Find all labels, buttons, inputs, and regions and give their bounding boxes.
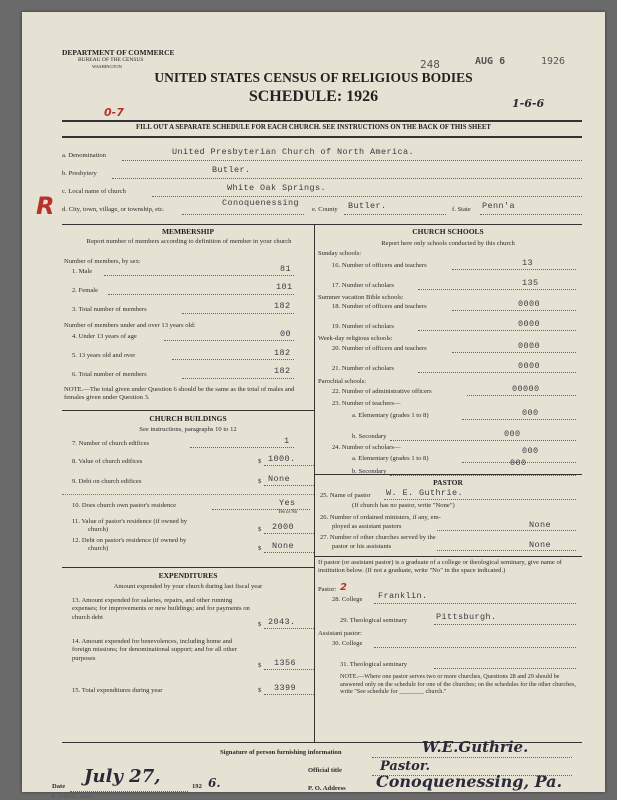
signature-value: W.E.Guthrie. [422, 738, 529, 756]
expenditures-heading: EXPENDITURES [158, 571, 218, 580]
q24b-value: 000 [510, 458, 527, 468]
q23b-value: 000 [504, 429, 521, 439]
stamp-date: AUG 6 [475, 56, 506, 67]
college-value: Franklin. [378, 591, 428, 601]
po-address-label: P. O. Address [308, 785, 346, 792]
q15-value: 3399 [274, 683, 297, 693]
print-code: 8—3725a 11—20444 [52, 794, 91, 799]
instruction-text: FILL OUT A SEPARATE SCHEDULE FOR EACH CHURCH. SEE INSTRUCTIONS ON THE BACK OF THIS SHEET [136, 124, 491, 131]
stamp-year: 1926 [541, 56, 566, 67]
local-name-label: c. Local name of church [62, 188, 126, 195]
q26-value: None [529, 520, 552, 530]
q24-label: 24. Number of scholars— [332, 444, 401, 451]
year-digit: 6. [208, 776, 221, 790]
q27-value: None [529, 540, 552, 550]
over13-value: 182 [274, 348, 291, 358]
q25-label: 25. Name of pastor [320, 492, 371, 499]
stamp-number: 248 [420, 58, 440, 71]
q23a-label: a. Elementary (grades 1 to 8) [352, 412, 429, 419]
q25-note: (If church has no pastor, write "None") [352, 502, 455, 509]
form-title: UNITED STATES CENSUS OF RELIGIOUS BODIES [154, 70, 473, 85]
by-sex-label: Number of members, by sex: [64, 258, 141, 265]
denomination-label: a. Denomination [62, 152, 106, 159]
q8-dollar: $ [258, 458, 262, 465]
signature-label: Signature of person furnishing information [220, 749, 342, 756]
age-head-label: Number of members under and over 13 years old: [64, 322, 196, 329]
city-field-label: d. City, town, village, or township, etc. [62, 206, 165, 213]
q11-dollar: $ [258, 526, 262, 533]
expenditures-subhead: Amount expended by your church during last fiscal year [113, 583, 263, 590]
department-label: DEPARTMENT OF COMMERCE [62, 48, 175, 57]
q9-label: 9. Debt on church edifices [72, 478, 142, 485]
female-value: 101 [276, 282, 293, 292]
q23-label: 23. Number of teachers— [332, 400, 401, 407]
q17-value: 135 [522, 278, 539, 288]
q18-label: 18. Number of officers and teachers [332, 303, 427, 310]
q30-label: 30. College [332, 640, 363, 647]
local-name-value: White Oak Springs. [227, 183, 327, 193]
po-address-value: Conoquenessing, Pa. [376, 772, 563, 791]
q17-label: 17. Number of scholars [332, 282, 394, 289]
q12-dollar: $ [258, 545, 262, 552]
q23b-label: b. Secondary [352, 433, 387, 440]
parochial-label: Parochial schools: [318, 378, 367, 385]
city-label: WASHINGTON [92, 64, 122, 69]
pastor-sub-label: Pastor: [318, 586, 337, 593]
male-label: 1. Male [72, 268, 93, 275]
q22-label: 22. Number of administrative officers [332, 388, 432, 395]
q11-value: 2000 [272, 522, 295, 532]
q19-label: 19. Number of scholars [332, 323, 394, 330]
red-code: 0-7 [104, 106, 124, 119]
q9-dollar: $ [258, 478, 262, 485]
q7-value: 1 [284, 436, 290, 446]
q22-value: 00000 [512, 384, 540, 394]
q11-label: 11. Value of pastor's residence (if owned by [72, 518, 188, 525]
graduate-note: If pastor (or assistant pastor) is a graduate of a college or theological seminary, give name of institution below. (If not a graduate, write "No" in the space indicated.) [318, 559, 563, 575]
schedule-title: SCHEDULE: 1926 [248, 88, 379, 105]
total-members-value: 182 [274, 301, 291, 311]
q13-dollar: $ [258, 621, 262, 628]
hand-note: 1-6-6 [512, 97, 545, 110]
q13-value: 2043. [268, 617, 296, 627]
total-members-label: 3. Total number of members [72, 306, 147, 313]
male-value: 81 [280, 264, 292, 274]
q10-label: 10. Does church own pastor's residence [72, 502, 177, 509]
q14-value: 1356 [274, 658, 297, 668]
q28-label: 28. College [332, 596, 363, 603]
q21-value: 0000 [518, 361, 541, 371]
date-value: July 27, [84, 766, 161, 787]
yes-no-hint: Yes or No [278, 510, 298, 515]
total-age-value: 182 [274, 366, 291, 376]
q19-value: 0000 [518, 319, 541, 329]
date-label: Date [52, 783, 66, 790]
q18-value: 0000 [518, 299, 541, 309]
denomination-value: United Presbyterian Church of North America. [172, 147, 415, 157]
female-label: 2. Female [72, 287, 99, 294]
pastor-heading: PASTOR [433, 478, 463, 487]
membership-subhead: Report number of members according to definition of member in your church [86, 238, 292, 245]
q21-label: 21. Number of scholars [332, 365, 394, 372]
q20-label: 20. Number of officers and teachers [332, 345, 427, 352]
q23a-value: 000 [522, 408, 539, 418]
official-title-value: Pastor. [380, 759, 431, 774]
q14-label: 14. Amount expended for benevolences, including home and foreign missions; for denominational support; and for all other purposes [72, 638, 237, 662]
q12-label-cont: church) [88, 545, 109, 552]
q15-dollar: $ [258, 687, 262, 694]
presbytery-value: Butler. [212, 165, 251, 175]
q12-value: None [272, 541, 295, 551]
sunday-label: Sunday schools: [318, 250, 362, 257]
q24a-label: a. Elementary (grades 1 to 8) [352, 455, 429, 462]
summer-label: Summer vacation Bible schools: [318, 294, 404, 301]
q8-label: 8. Value of church edifices [72, 458, 143, 465]
red-number: 2 [340, 582, 347, 593]
schools-heading: CHURCH SCHOOLS [412, 227, 484, 236]
buildings-heading: CHURCH BUILDINGS [149, 414, 227, 423]
pastor-name-value: W. E. Guthrie. [386, 488, 464, 498]
q27-label: 27. Number of other churches served by the [320, 534, 436, 541]
q29-label: 29. Theological seminary [340, 617, 408, 624]
over13-label: 5. 13 years old and over [72, 352, 136, 359]
bureau-label: BUREAU OF THE CENSUS [78, 57, 144, 63]
seminary-value: Pittsburgh. [436, 612, 497, 622]
schools-subhead: Report here only schools conducted by this church [381, 240, 515, 247]
q15-label: 15. Total expenditures during year [72, 687, 163, 694]
buildings-subhead: See instructions, paragraphs 10 to 12 [139, 426, 237, 433]
q31-label: 31. Theological seminary [340, 661, 408, 668]
membership-note: NOTE.—The total given under Question 6 should be the same as the total of males and females given under Question 3. [64, 386, 295, 402]
q16-label: 16. Number of officers and teachers [332, 262, 427, 269]
year-prefix: 192 [192, 783, 202, 790]
q14-dollar: $ [258, 662, 262, 669]
q20-value: 0000 [518, 341, 541, 351]
state-label: f. State [452, 206, 471, 213]
q9-value: None [268, 474, 291, 484]
census-schedule-form [22, 12, 605, 799]
q8-value: 1000. [268, 454, 296, 464]
under13-value: 00 [280, 329, 292, 339]
assistant-label: Assistant pastor: [318, 630, 362, 637]
under13-label: 4. Under 13 years of age [72, 333, 137, 340]
q16-value: 13 [522, 258, 534, 268]
q26-label: 26. Number of ordained ministers, if any, em- [320, 514, 441, 521]
q12-label: 12. Debt on pastor's residence (if owned by [72, 537, 187, 544]
pastor-note: NOTE.—Where one pastor serves two or more churches, Questions 28 and 29 should be answered only on the schedule for one of the churches; on the schedules for the other churches, write "See schedule for ________ church." [340, 673, 576, 696]
q7-label: 7. Number of church edifices [72, 440, 150, 447]
county-value: Butler. [348, 201, 387, 211]
q13-label: 13. Amount expended for salaries, repairs, and other running expenses; for improvements or new buildings; and for payments on church debt [72, 597, 250, 621]
q26-label-cont: ployed as assistant pastors [332, 523, 402, 530]
q11-label-cont: church) [88, 526, 109, 533]
q24b-label: b. Secondary [352, 468, 387, 475]
membership-heading: MEMBERSHIP [161, 227, 215, 236]
total-age-label: 6. Total number of members [72, 371, 147, 378]
state-value: Penn'a [482, 201, 516, 211]
q27-label-cont: pastor or his assistants [332, 543, 392, 550]
q10-value: Yes [279, 498, 296, 508]
q24a-value: 000 [522, 446, 539, 456]
presbytery-label: b. Presbytery [62, 170, 97, 177]
city-value: Conoquenessing [222, 198, 300, 208]
weekday-label: Week-day religious schools: [318, 335, 393, 342]
county-label: e. County [312, 206, 338, 213]
official-title-label: Official title [308, 767, 342, 774]
red-mark: R [36, 192, 55, 220]
